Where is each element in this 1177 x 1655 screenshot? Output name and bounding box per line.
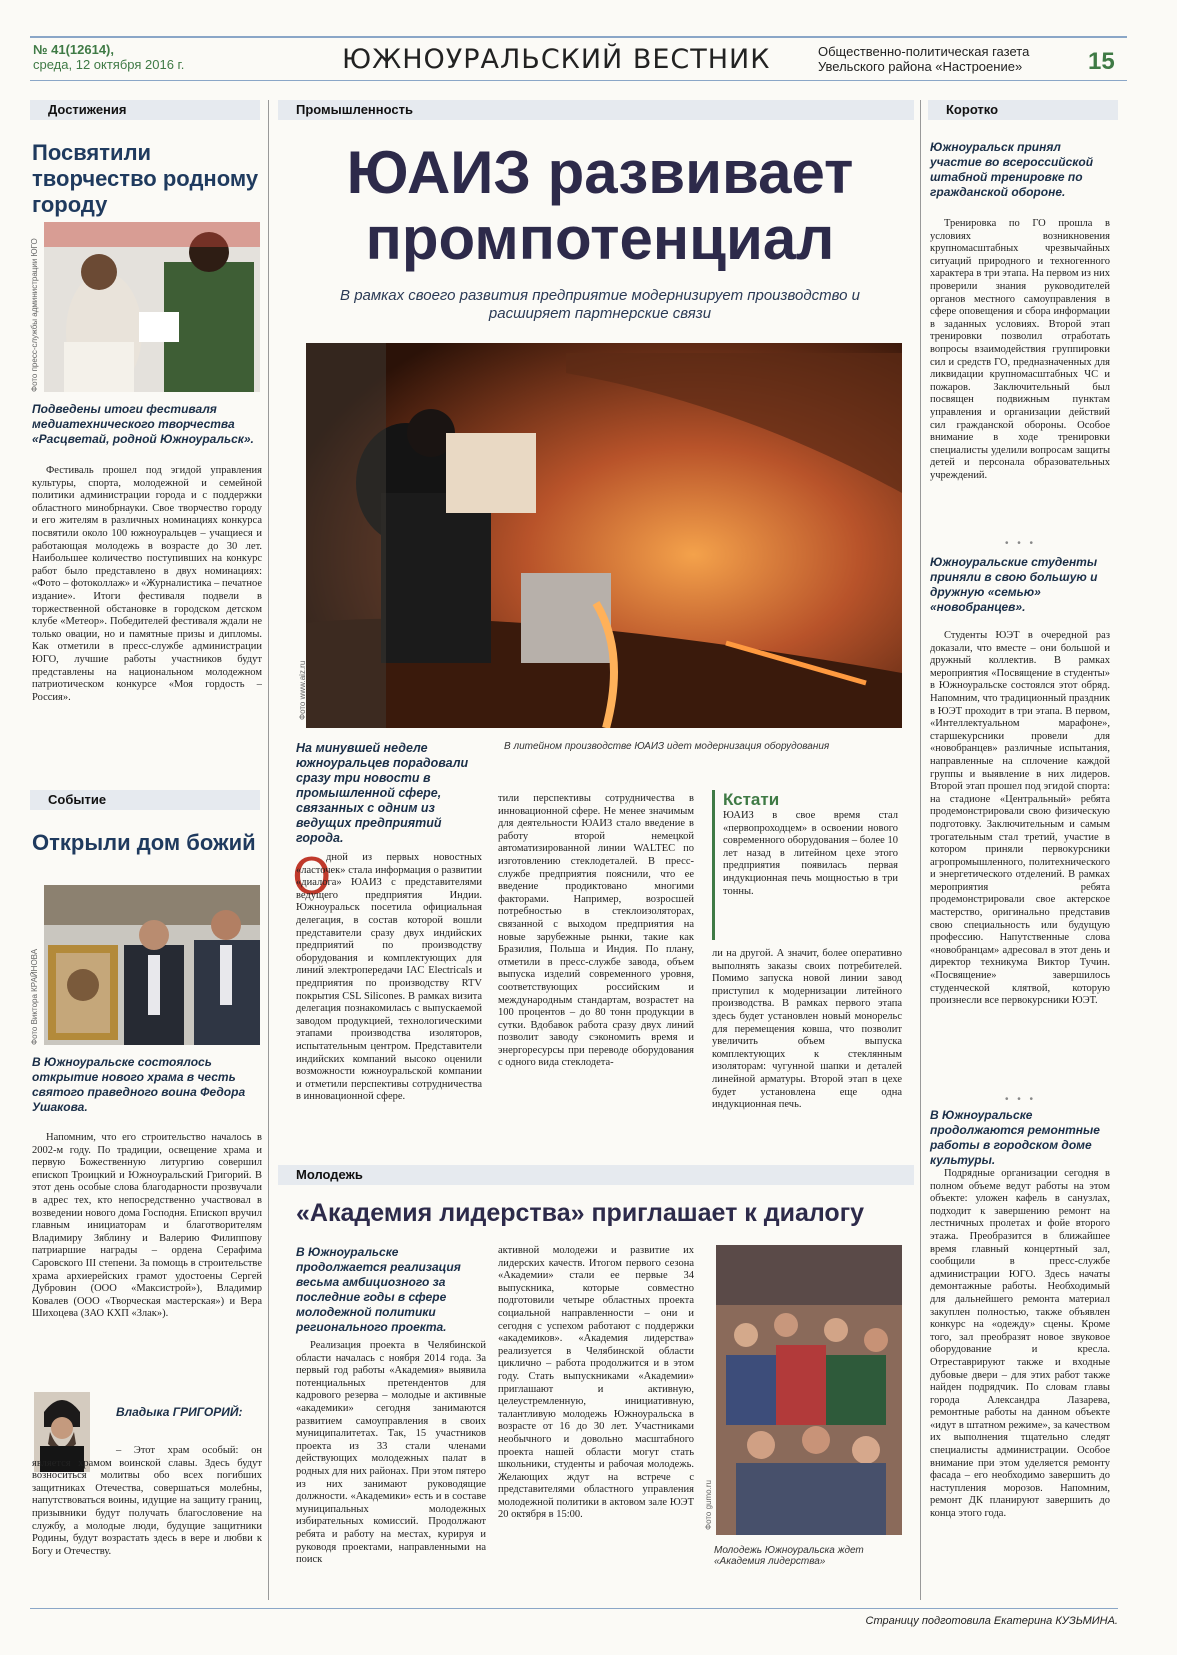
main-col1: дной из первых новостных «ласточек» стала информация о развитии «диалога» ЮАИЗ с представителями ведущего предприятия Индии. Южноуральск посетила официальная делегация, в состав которой вошли представители сразу двух индийских предприятий по производству оборудования и комплектующих для линий электропередачи IAC Electricals и предприятия по производству RTV покрытия CSL Silicones. В рамках визита делегация познакомилась с выпускаемой заводом продукцией, технологическими этапами производства изоляторов, испытательным центром. Представители индийских компаний высоко оценили возможности южноуральской компании и отметили перспективы сотрудничества в инновационной сфере. bbox=[296, 852, 482, 1103]
column-divider-left-lower bbox=[268, 1165, 269, 1600]
youth-photo-credit: Фото gumo.ru bbox=[704, 1480, 713, 1530]
main-col3: ли на другой. А значит, более оперативно выполнять заказы своих потребителей. Помимо запуска новой линии завод приступил к модернизации литейного производства. В рамках первого этапа здесь будет установлен новый монорельс для перемещения ковша, что позволит увеличить объем выпуска комплектующих к стеклянным изоляторам: чугунной шапки и деталей линейной арматуры. Второй этап в цехе будет установлена еще одна индукционная печь. bbox=[712, 948, 902, 1111]
rubric-achievements: Достижения bbox=[30, 100, 260, 120]
main-headline bbox=[300, 140, 900, 272]
page-number: 15 bbox=[1088, 48, 1115, 75]
main-photo-caption: В литейном производстве ЮАИЗ идет модернизация оборудования bbox=[504, 741, 830, 752]
rubric-event: Событие bbox=[30, 790, 260, 810]
main-photo-art bbox=[306, 343, 902, 728]
left2-headline: Открыли дом божий bbox=[32, 830, 256, 855]
issue-date: среда, 12 октября 2016 г. bbox=[33, 57, 185, 72]
main-subhead: В рамках своего развития предприятие модернизирует производство и расширяет партнерские связи bbox=[340, 287, 860, 322]
kstati-box bbox=[712, 790, 902, 940]
youth-col2: активной молодежи и развитие их лидерских качеств. Итогом первого сезона «Академии» стали ее первые 34 выпускника, которые совместно подготовили четыре областных проекта социальной направленности – они и сегодня с успехом работают с поддержки «академиков». «Академия лидерства» реализуется в Челябинской области циклично – работа продолжится и в этом году. Стать выпускниками «Академии» приглашают и активную, целеустремленную, инициативную, талантливую молодежь Южноуральска в возрасте от 16 до 30 лет. Участниками необычного и довольно масштабного проекта нашей области могут стать школьники, студенты и рабочая молодежь. Желающих ждут на встрече с представителями областного управления молодежной политики в актовом зале ЮЭТ 20 октября в 15:00. bbox=[498, 1245, 694, 1521]
publisher bbox=[818, 44, 1029, 74]
bishop-quote: – Этот храм особый: он является храмом воинской славы. Здесь будут возноситься молитвы обо всех погибших защитниках Отечества, совершаться молебны, напутствоваться воины, идущие на защиту границ, призывники будут получать благословение на службу, а молодые люди, будущие защитники Родины, будут возрастать здесь в вере и любви к Богу и Отечеству. bbox=[32, 1445, 262, 1557]
main-col2: тили перспективы сотрудничества в инновационной сфере. Не менее значимым для деятельности ЮАИЗ стало введение в работу второй немецкой автоматизированной линии WALTEC по изготовлению стеклодеталей. В пресс-службе предприятия пояснили, что ее введение продиктовано многими факторами. Например, возросшей потребностью в стеклоизоляторах, связанной с выходом предприятия на новые зарубежные рынки, такие как Бразилия, Польша и Индия. По плану, отметили в пресс-службе завода, объем выпуска изделий современного уровня, соответствующих российским и международным стандартам, возрастет на 100 процентов – до 80 тонн продукции в сутки. Вдобавок работа сразу двух линий позволит заводу сэкономить время и энергоресурсы при переводе оборудования с одного вида стеклодета- bbox=[498, 793, 694, 1069]
left1-body: Фестиваль прошел под эгидой управления культуры, спорта, молодежной и семейной политики администрации города и с поддержки областного минобрнауки. Свое творчество городу и его жителям в различных номинациях конкурса посвятили около 100 южноуральцев – учащиеся и работающая молодежь в возрасте до 30 лет. Наибольшее количество поступивших на конкурс работ было представлено в двух номинациях: «Фото – фотоколлаж» и «Журналистика – печатное издание». Итоги фестиваля подвели в торжественной обстановке в городском детском клубе «Метеор». Победителей фестиваля ждали не только овации, но и памятные призы и дипломы. Как отметили в пресс-службе администрации ЮГО, лучшие работы участников будут представлены на национальном молодежном патриотическом конкурсе «Моя гордость – Россия». bbox=[32, 465, 262, 703]
publisher-line2: Увельского района «Настроение» bbox=[818, 59, 1023, 74]
footer-rule bbox=[30, 1608, 1118, 1609]
kstati-body: ЮАИЗ в свое время стал «первопроходцем» в освоении нового современного оборудования – более 10 лет назад в литейном цехе этого предприятия появилась первая индукционная печь мощностью в три тонны. bbox=[723, 810, 898, 897]
left2-lead: В Южноуральске состоялось открытие нового храма в честь святого праведного воина Федора Ушакова. bbox=[32, 1055, 246, 1114]
youth-photo-art bbox=[716, 1245, 902, 1535]
right-body3: Подрядные организации сегодня в полном объеме ведут работы на этом объекте: уложен кафель в санузлах, подходит к завершению ремонт на лестничных пролетах и фойе второго этажа. Преобразится в ближайшее время главный концертный зал, сообщили в пресс-службе администрации ЮГО. Здесь начаты демонтажные работы. Необходимый для дальнейшего ремонта материал закуплен полностью, также объявлен конкурс на «одежду» сцены. Кроме того, зал преобразят новое звуковое оборудование и кресла. Отреставрируют также и входные дубовые двери – для этих работ также найден подрядчик. По словам главы города Александра Лазарева, ремонтные работы на данном объекте «идут в штатном режиме», за качеством их выполнения тщательно следят специалисты администрации. Особое внимание при этом уделяется ремонту фасада – его необходимо завершить до наступления морозов. Напомним, ремонт ДК планируют завершить до конца этого года. bbox=[930, 1168, 1110, 1520]
left2-photo-art bbox=[44, 885, 260, 1045]
main-dropcap: О bbox=[292, 848, 332, 906]
youth-photo-caption: Молодежь Южноуральска ждет «Академия лидерства» bbox=[714, 1545, 864, 1567]
right-separator1: • • • bbox=[1005, 538, 1037, 549]
right-lead3: В Южноуральске продолжаются ремонтные работы в городском доме культуры. bbox=[930, 1108, 1100, 1167]
left1-lead: Подведены итоги фестиваля медиатехнического творчества «Расцветай, родной Южноуральск». bbox=[32, 402, 254, 446]
right-lead2: Южноуральские студенты приняли в свою большую и дружную «семью» «новобранцев». bbox=[930, 555, 1098, 614]
publisher-line1: Общественно-политическая газета bbox=[818, 44, 1030, 59]
youth-lead: В Южноуральске продолжается реализация весьма амбициозного за последние годы в сфере молодежной политики регионального проекта. bbox=[296, 1245, 461, 1334]
left2-photo bbox=[44, 885, 260, 1045]
rubric-youth: Молодежь bbox=[278, 1165, 914, 1185]
left1-photo-art bbox=[44, 222, 260, 392]
column-divider-left bbox=[268, 100, 269, 1165]
rubric-industry: Промышленность bbox=[278, 100, 914, 120]
footer-credit: Страницу подготовила Екатерина КУЗЬМИНА. bbox=[865, 1615, 1118, 1627]
main-headline-line2: промпотенциал bbox=[365, 205, 835, 272]
youth-photo bbox=[716, 1245, 902, 1535]
main-lead: На минувшей неделе южноуральцев порадовали сразу три новости в промышленной сфере, связанных с одним из ведущих предприятий города. bbox=[296, 741, 469, 845]
paper-name: ЮЖНОУРАЛЬСКИЙ ВЕСТНИК bbox=[342, 44, 771, 75]
main-photo bbox=[306, 343, 902, 728]
right-separator2: • • • bbox=[1005, 1094, 1037, 1105]
column-divider-right bbox=[920, 100, 921, 1600]
youth-col1: Реализация проекта в Челябинской области началась с ноября 2014 года. За первый год работы «Академия» выявила потенциальных претендентов для кадрового резерва – молодые и активные «академики» сегодня занимаются развитием самоуправления в своих муниципалитетах. Так, 15 участников проекта из 33 стали членами действующих молодежных палат в родных для них районах. При этом пятеро из них занимают руководящие должности. «Академики» есть и в составе муниципальных молодежных избирательных комиссий. Продолжают ребята и работу на местах, курируя и руководя проектами, направленными на поиск bbox=[296, 1340, 486, 1566]
rubric-brief: Коротко bbox=[928, 100, 1118, 120]
left2-photo-credit: Фото Виктора КРАЙНОВА bbox=[30, 948, 39, 1045]
right-lead1: Южноуральск принял участие во всероссийской штабной тренировке по гражданской обороне. bbox=[930, 140, 1094, 199]
issue-number: № 41(12614), bbox=[33, 42, 114, 57]
masthead-top-rule bbox=[30, 36, 1127, 38]
kstati-title: Кстати bbox=[723, 790, 780, 809]
main-headline-line1: ЮАИЗ развивает bbox=[346, 139, 854, 206]
left1-photo-credit: Фото пресс-службы администрации ЮГО bbox=[30, 238, 39, 392]
quote-author: Владыка ГРИГОРИЙ: bbox=[116, 1405, 243, 1419]
issue-info bbox=[33, 42, 184, 72]
youth-headline: «Академия лидерства» приглашает к диалогу bbox=[296, 1199, 865, 1227]
left1-headline: Посвятили творчество родному городу bbox=[32, 140, 259, 217]
right-body1: Тренировка по ГО прошла в условиях возникновения крупномасштабных чрезвычайных ситуаций природного и техногенного характера в три этапа. На первом из них проверили знания руководителей органов местного самоуправления в сфере оповещения и сбора информации в заданных условиях. Второй этап тренировки позволил отработать вопросы взаимодействия группировки сил и средств ГО, предназначенных для ликвидации крупномасштабных ЧС и пожаров. Заключительный был посвящен подвижным пунктам управления и организации действий сил гражданской обороны. Особое внимание в ходе тренировки специалисты уделили вопросам защиты детей и персонала образовательных учреждений. bbox=[930, 218, 1110, 481]
right-body2: Студенты ЮЭТ в очередной раз доказали, что вместе – они большой и дружный коллектив. В рамках мероприятия «Посвящение в студенты» в Южноуральске состоялся этот обряд. Напомним, что традиционный праздник в ЮЭТ проходит в три этапа. В первом, «Интеллектуальном марафоне», старшекурсники провели для «новобранцев» различные испытания, направленные на сплочение каждой группы и выявление в них лидеров. Второй этап прошел под эгидой спорта: на стадионе «Центральный» ребята продемонстрировали свою физическую подготовку. Заключительным и самым трогательным стал третий, участие в котором приняли первокурсники агропромышленного, политехнического и энергетического отделений. В рамках мероприятия ребята продемонстрировали свое актерское мастерство, оригинально представив свою специальность или будущую профессию. Напутственные слова «новобранцам» адресовал в этот день и директор техникума Виктор Тучин. «Посвящение» завершилось студенческой клятвой, которую произнесли все первокурсники ЮЭТ. bbox=[930, 630, 1110, 1007]
masthead-bottom-rule bbox=[30, 80, 1127, 81]
main-photo-credit: Фото www.aiz.ru bbox=[298, 660, 307, 720]
left2-body: Напомним, что его строительство началось в 2002-м году. По традиции, освещение храма и первую Божественную литургию совершил епископ Троицкий и Южноуральский Григорий. В этот день особые слова благодарности прозвучали в адрес тех, кто непосредственно участвовал в возведении нового дома Господня. Епископ вручил главным инициаторам и благотворителям Владимиру Зяблину и Валерию Филиппову патриаршие награды – ордена Серафима Саровского III степени. За помощь в строительстве храма архиерейских грамот удостоены Сергей Дубровин (ООО «Максистрой»), Владимир Ковалев (ООО «Творческая мастерская») и Вера Шихоцева (ЗАО КХП «Злак»). bbox=[32, 1132, 262, 1320]
left1-photo bbox=[44, 222, 260, 392]
